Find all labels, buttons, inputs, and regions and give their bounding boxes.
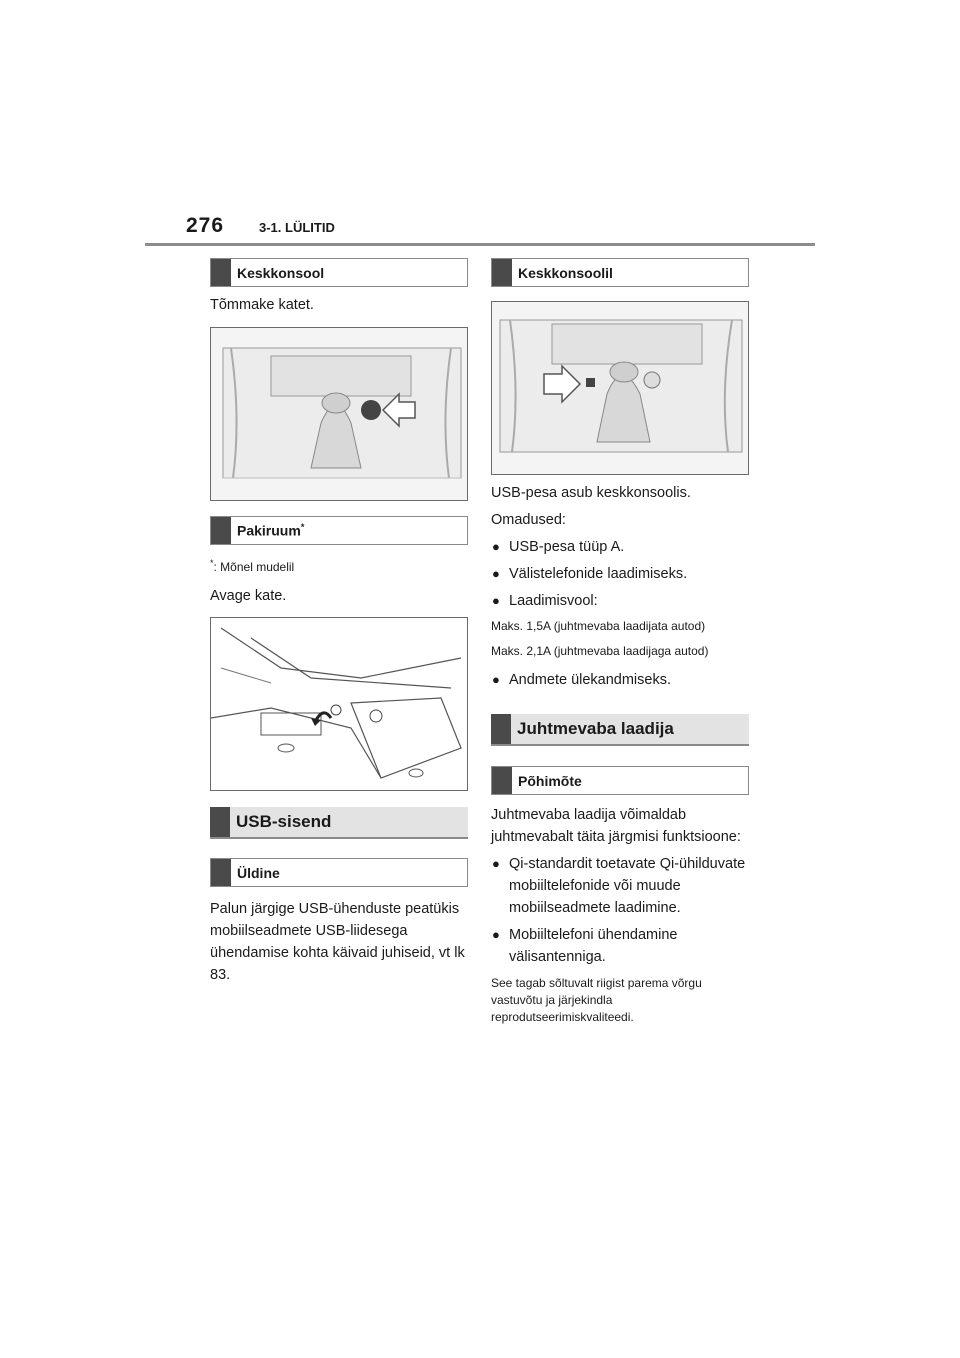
charger-bullet: ● Mobiiltelefoni ühendamine välisantenniga. bbox=[491, 924, 749, 968]
heading-pakiruum bbox=[210, 516, 468, 545]
heading-bar bbox=[210, 807, 230, 837]
heading-label: Põhimõte bbox=[518, 772, 582, 789]
heading-usb-sisend bbox=[210, 807, 468, 839]
feature-bullet: ● USB-pesa tüüp A. bbox=[491, 536, 749, 558]
feature-bullet: ● Laadimisvool: bbox=[491, 590, 749, 612]
charge-note: Maks. 2,1A (juhtmevaba laadijaga autod) bbox=[491, 644, 709, 658]
section-title: 3-1. LÜLITID bbox=[259, 220, 335, 235]
charge-note: Maks. 1,5A (juhtmevaba laadijata autod) bbox=[491, 619, 706, 633]
left-column bbox=[210, 258, 468, 986]
heading-bar bbox=[492, 767, 512, 794]
footnote-asterisk: * bbox=[210, 558, 214, 568]
heading-keskkonsool bbox=[210, 258, 468, 287]
instruction-pull-cover: Tõmmake katet. bbox=[210, 297, 314, 313]
heading-bar bbox=[491, 714, 511, 744]
heading-juhtmevaba-laadija bbox=[491, 714, 749, 746]
header-rule bbox=[145, 243, 815, 246]
heading-label: Keskkonsoolil bbox=[518, 264, 613, 281]
heading-label: Juhtmevaba laadija bbox=[517, 719, 674, 738]
charger-intro: Juhtmevaba laadija võimaldab juhtmevabalt täita järgmisi funktsioone: bbox=[491, 807, 741, 845]
heading-label: Üldine bbox=[237, 864, 280, 881]
heading-keskkonsoolil bbox=[491, 258, 749, 287]
heading-label: Keskkonsool bbox=[237, 264, 325, 281]
charger-note: See tagab sõltuvalt riigist parema võrgu vastuvõtu ja järjekindla reprodutseerimiskvaliteedi. bbox=[491, 976, 702, 1024]
usb-location-text: USB-pesa asub keskkonsoolis. bbox=[491, 485, 691, 501]
feature-bullet: ● Välistelefonide laadimiseks. bbox=[491, 563, 749, 585]
heading-pohimote bbox=[491, 766, 749, 795]
heading-bar bbox=[211, 259, 231, 286]
usb-instruction: Palun järgige USB-ühenduste peatükis mobiilseadmete USB-liidesega ühendamise kohta käivaid juhiseid, vt lk 83. bbox=[210, 901, 465, 983]
figure-usb-socket bbox=[491, 301, 749, 475]
heading-label: USB-sisend bbox=[236, 812, 332, 831]
figure-luggage-compartment bbox=[210, 617, 468, 791]
heading-uldine bbox=[210, 858, 468, 887]
asterisk-mark: * bbox=[300, 522, 305, 533]
heading-bar bbox=[211, 859, 231, 886]
figure-center-console bbox=[210, 327, 468, 501]
page-number: 276 bbox=[186, 214, 225, 237]
heading-label: Pakiruum* bbox=[237, 522, 305, 539]
heading-bar bbox=[211, 517, 231, 544]
instruction-open-cover: Avage kate. bbox=[210, 588, 287, 604]
features-label: Omadused: bbox=[491, 512, 566, 528]
charger-bullet: ● Qi-standardit toetavate Qi-ühilduvate mobiiltelefonide või muude mobiilseadmete laadimine. bbox=[491, 853, 749, 919]
right-column bbox=[491, 258, 749, 1026]
feature-bullet: ● Andmete ülekandmiseks. bbox=[491, 669, 749, 691]
footnote: *: Mõnel mudelil bbox=[210, 558, 295, 574]
heading-bar bbox=[492, 259, 512, 286]
